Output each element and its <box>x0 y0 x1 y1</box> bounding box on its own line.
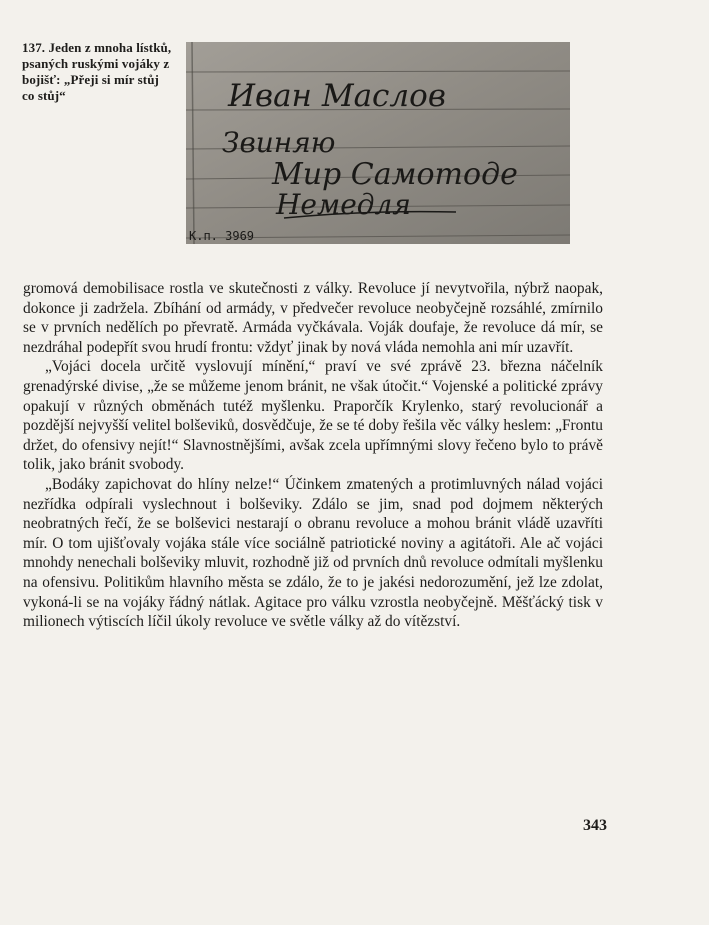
handwriting-line-1: Иван Маслов <box>228 78 446 114</box>
handwriting-line-4: Немедля <box>276 188 411 221</box>
figure-photo-note <box>186 42 570 244</box>
note-card-graphic <box>186 42 570 244</box>
paragraph-2: „Vojáci docela určitě vyslovují mínění,“ praví ve své zprávě 23. března náčelník grenadýrské divise, „že se můžeme jenom bránit, ne však útočit.“ Vojenské a politické zprávy opakují v různých obměnách tutéž myšlenku. Praporčík Krylenko, starý revolucionář a pozdější nejvyšší velitel bolševiků, dosvědčuje, že se té doby řešila věc války heslem: „Frontu držet, do ofensivy nejít!“ Slavnostnějšími, avšak zcela upřímnými slovy řečeno bylo to právě tolik, jako bránit svobody. <box>23 358 603 474</box>
catalog-mark: К.п. 3969 <box>189 229 255 243</box>
paragraph-3: „Bodáky zapichovat do hlíny nelze!“ Účinkem zmatených a protimluvných nálad vojáci nezřídka odpírali vyslechnout i bolševiky. Zdálo se jim, snad pod dojmem některých neobratných řečí, že se bolševici nestarají o obranu revoluce a mohou bránit vládě uzavříti mír. O tom ujišťovaly vojáka stále více sociálně patriotické noviny a agitátoři. Ale ač vojáci mnohdy nenechali bolševiky mluvit, rozhodně již od prvních dnů revoluce odmítali myšlenku na ofensivu. Politikům hlavního města se zdálo, že to je jakési nedorozumění, jež lze zdolat, vykoná-li se na vojáky řádný nátlak. Agitace pro válku vzrostla neobyčejně. Měšťácký tisk v milionech výtiscích líčil úkoly revoluce ve světle války až do vítězství. <box>23 475 603 631</box>
page-number: 343 <box>583 817 607 834</box>
paragraph-1: gromová demobilisace rostla ve skutečnosti z války. Revoluce jí nevytvořila, nýbrž naopak, dokonce ji zadržela. Zbíhání od armády, v předvečer revoluce neobyčejně rozsáhlé, zmírnilo se v prvních nedělích po převratě. Armáda vyčkávala. Voják doufaje, že revoluce dá mír, se nezdráhal podepřít svou hrudí frontu: vždyť jinak by nová vláda nemohla ani mír uzavřít. <box>23 280 603 356</box>
handwriting-line-2: Звиняю <box>222 126 336 159</box>
figure-caption: 137. Jeden z mnoha lístků, psaných ruskými vojáky z bojišť: „Přeji si mír stůj co stůj“ <box>22 40 172 103</box>
handwriting-line-3: Мир Самотоде <box>272 157 518 192</box>
body-text <box>23 279 603 632</box>
